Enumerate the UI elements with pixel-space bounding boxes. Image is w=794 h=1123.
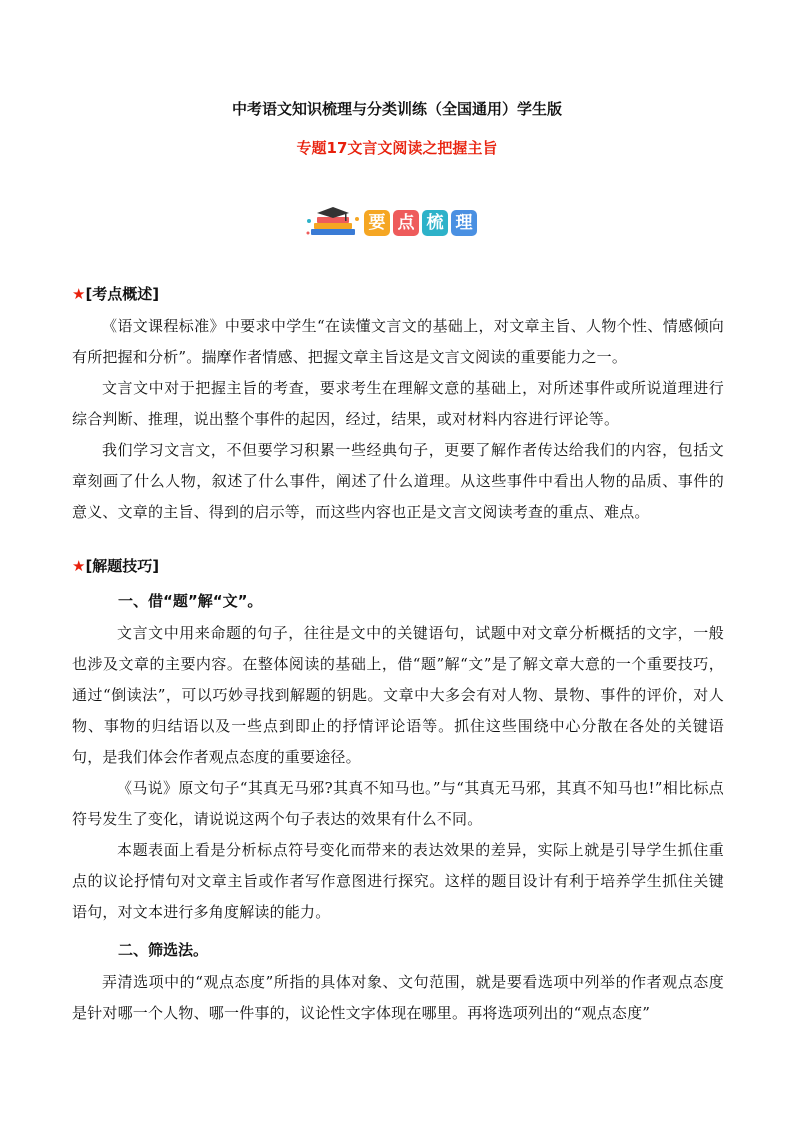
paragraph: 《马说》原文句子“其真无马邪?其真不知马也。”与“其真无马邪，其真不知马也!”相比标点符号发生了变化，请说说这两个句子表达的效果有什么不同。 bbox=[72, 779, 724, 828]
section-heading-techniques bbox=[72, 555, 159, 576]
section-title: [解题技巧] bbox=[85, 557, 160, 575]
badge-char-3: 梳 bbox=[422, 210, 448, 236]
paragraph: 我们学习文言文，不但要学习积累一些经典句子，更要了解作者传达给我们的内容，包括文章刻画了什么人物，叙述了什么事件，阐述了什么道理。从这些事件中看出人物的品质、事件的意义、文章的主旨、得到的启示等，而这些内容也正是文言文阅读考查的重点、难点。 bbox=[72, 441, 724, 521]
key-points-badge bbox=[305, 205, 477, 241]
document-subtitle: 专题17文言文阅读之把握主旨 bbox=[296, 139, 498, 157]
section-title: [考点概述] bbox=[85, 285, 160, 303]
badge-char-1: 要 bbox=[364, 210, 390, 236]
badge-char-4: 理 bbox=[451, 210, 477, 236]
paragraph: 本题表面上看是分析标点符号变化而带来的表达效果的差异，实际上就是引导学生抓住重点的议论抒情句对文章主旨或作者写作意图进行探究。这样的题目设计有利于培养学生抓住关键语句，对文本进行多角度解读的能力。 bbox=[72, 841, 724, 921]
section-heading-overview bbox=[72, 283, 159, 304]
subheading-one: 一、借“题”解“文”。 bbox=[118, 592, 263, 610]
paragraph: 《语文课程标准》中要求中学生“在读懂文言文的基础上，对文章主旨、人物个性、情感倾向有所把握和分析”。揣摩作者情感、把握文章主旨这是文言文阅读的重要能力之一。 bbox=[72, 317, 724, 366]
paragraph: 弄清选项中的“观点态度”所指的具体对象、文句范围，就是要看选项中列举的作者观点态度是针对哪一个人物、哪一件事的，议论性文字体现在哪里。再将选项列出的“观点态度” bbox=[72, 973, 724, 1022]
badge-char-2: 点 bbox=[393, 210, 419, 236]
books-graduation-cap-icon bbox=[305, 205, 361, 241]
star-icon: ★ bbox=[72, 557, 86, 575]
paragraph: 文言文中对于把握主旨的考查，要求考生在理解文意的基础上，对所述事件或所说道理进行综合判断、推理，说出整个事件的起因，经过，结果，或对材料内容进行评论等。 bbox=[72, 379, 724, 428]
paragraph: 文言文中用来命题的句子，往往是文中的关键语句，试题中对文章分析概括的文字，一般也涉及文章的主要内容。在整体阅读的基础上，借“题”解“文”是了解文章大意的一个重要技巧，通过“倒读法”，可以巧妙寻找到解题的钥匙。文章中大多会有对人物、景物、事件的评价，对人物、事物的归结语以及一些点到即止的抒情评论语等。抓住这些围绕中心分散在各处的关键语句，是我们体会作者观点态度的重要途径。 bbox=[72, 624, 724, 766]
document-title: 中考语文知识梳理与分类训练（全国通用）学生版 bbox=[231, 100, 562, 118]
star-icon: ★ bbox=[72, 285, 86, 303]
subheading-two: 二、筛选法。 bbox=[118, 941, 209, 959]
